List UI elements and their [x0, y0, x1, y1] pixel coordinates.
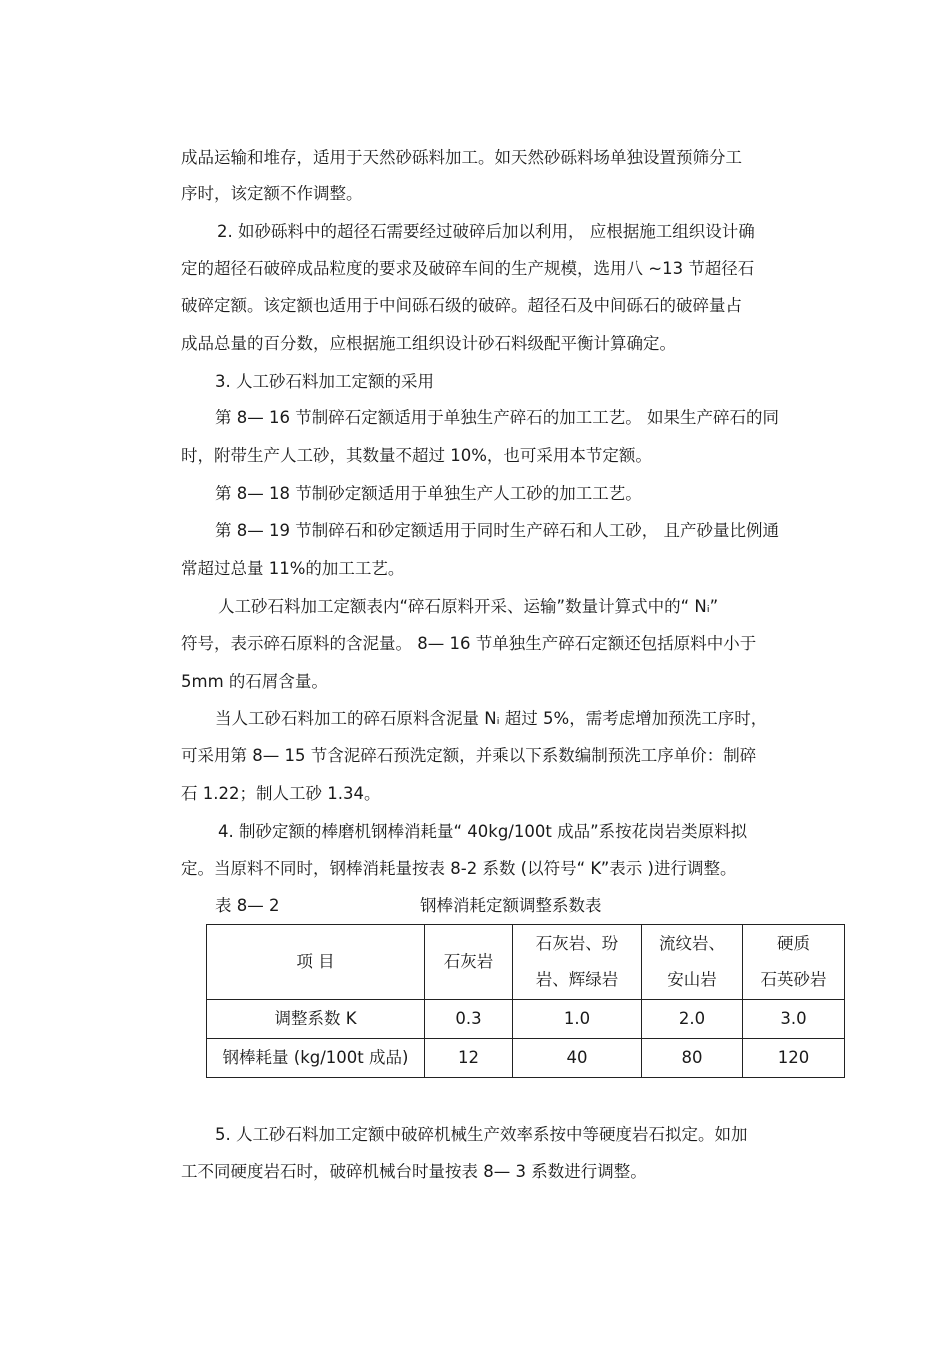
- cell: 2.0: [642, 1000, 743, 1039]
- header-item: 项 目: [207, 925, 425, 1000]
- table-header-row: [207, 925, 845, 1000]
- row-label: 调整系数 K: [207, 1000, 425, 1039]
- table-number: 表 8— 2: [215, 896, 280, 915]
- line-5: 破碎定额。该定额也适用于中间砾石级的破碎。超径石及中间砾石的破碎量占: [181, 296, 742, 315]
- table-row: [207, 1039, 845, 1078]
- cell: 120: [743, 1039, 845, 1078]
- header-col1: 石灰岩: [425, 925, 513, 1000]
- line-20: 定。当原料不同时，钢棒消耗量按表 8-2 系数 (以符号“ K”表示 )进行调整。: [181, 859, 737, 878]
- line-9: 时，附带生产人工砂，其数量不超过 10%，也可采用本节定额。: [181, 446, 652, 465]
- cell: 1.0: [513, 1000, 642, 1039]
- table-row: [207, 1000, 845, 1039]
- coefficient-table: [206, 924, 845, 1078]
- cell: 80: [642, 1039, 743, 1078]
- line-11: 第 8— 19 节制碎石和砂定额适用于同时生产碎石和人工砂， 且产砂量比例通: [215, 521, 779, 540]
- line-14: 符号，表示碎石原料的含泥量。 8— 16 节单独生产碎石定额还包括原料中小于: [181, 634, 757, 653]
- line-4: 定的超径石破碎成品粒度的要求及破碎车间的生产规模，选用八 ~13 节超径石: [181, 259, 755, 278]
- line-18: 石 1.22；制人工砂 1.34。: [181, 784, 381, 803]
- line-2: 序时，该定额不作调整。: [181, 184, 363, 203]
- line-1: 成品运输和堆存，适用于天然砂砾料加工。如天然砂砾料场单独设置预筛分工: [181, 148, 742, 167]
- header-col4: 硬质 石英砂岩: [743, 925, 845, 1000]
- line-3: 2. 如砂砾料中的超径石需要经过破碎后加以利用， 应根据施工组织设计确: [217, 222, 755, 241]
- row-label: 钢棒耗量 (kg/100t 成品): [207, 1039, 425, 1078]
- cell: 0.3: [425, 1000, 513, 1039]
- line-8: 第 8— 16 节制碎石定额适用于单独生产碎石的加工工艺。 如果生产碎石的同: [215, 408, 779, 427]
- line-19: 4. 制砂定额的棒磨机钢棒消耗量“ 40kg/100t 成品”系按花岗岩类原料拟: [218, 822, 748, 841]
- cell: 40: [513, 1039, 642, 1078]
- line-16: 当人工砂石料加工的碎石原料含泥量 Nᵢ 超过 5%，需考虑增加预洗工序时，: [215, 709, 768, 728]
- line-22: 工不同硬度岩石时，破碎机械台时量按表 8— 3 系数进行调整。: [181, 1162, 647, 1181]
- line-6: 成品总量的百分数，应根据施工组织设计砂石料级配平衡计算确定。: [181, 334, 676, 353]
- cell: 12: [425, 1039, 513, 1078]
- line-7: 3. 人工砂石料加工定额的采用: [215, 372, 434, 391]
- line-10: 第 8— 18 节制砂定额适用于单独生产人工砂的加工工艺。: [215, 484, 642, 503]
- header-col2: 石灰岩、玢 岩、辉绿岩: [513, 925, 642, 1000]
- line-13: 人工砂石料加工定额表内“碎石原料开采、运输”数量计算式中的“ Nᵢ”: [218, 597, 719, 616]
- line-17: 可采用第 8— 15 节含泥碎石预洗定额，并乘以下系数编制预洗工序单价：制碎: [181, 746, 757, 765]
- table-title: 钢棒消耗定额调整系数表: [420, 896, 602, 915]
- line-21: 5. 人工砂石料加工定额中破碎机械生产效率系按中等硬度岩石拟定。如加: [215, 1125, 748, 1144]
- header-col3: 流纹岩、 安山岩: [642, 925, 743, 1000]
- cell: 3.0: [743, 1000, 845, 1039]
- line-15: 5mm 的石屑含量。: [181, 672, 328, 691]
- line-12: 常超过总量 11%的加工工艺。: [181, 559, 405, 578]
